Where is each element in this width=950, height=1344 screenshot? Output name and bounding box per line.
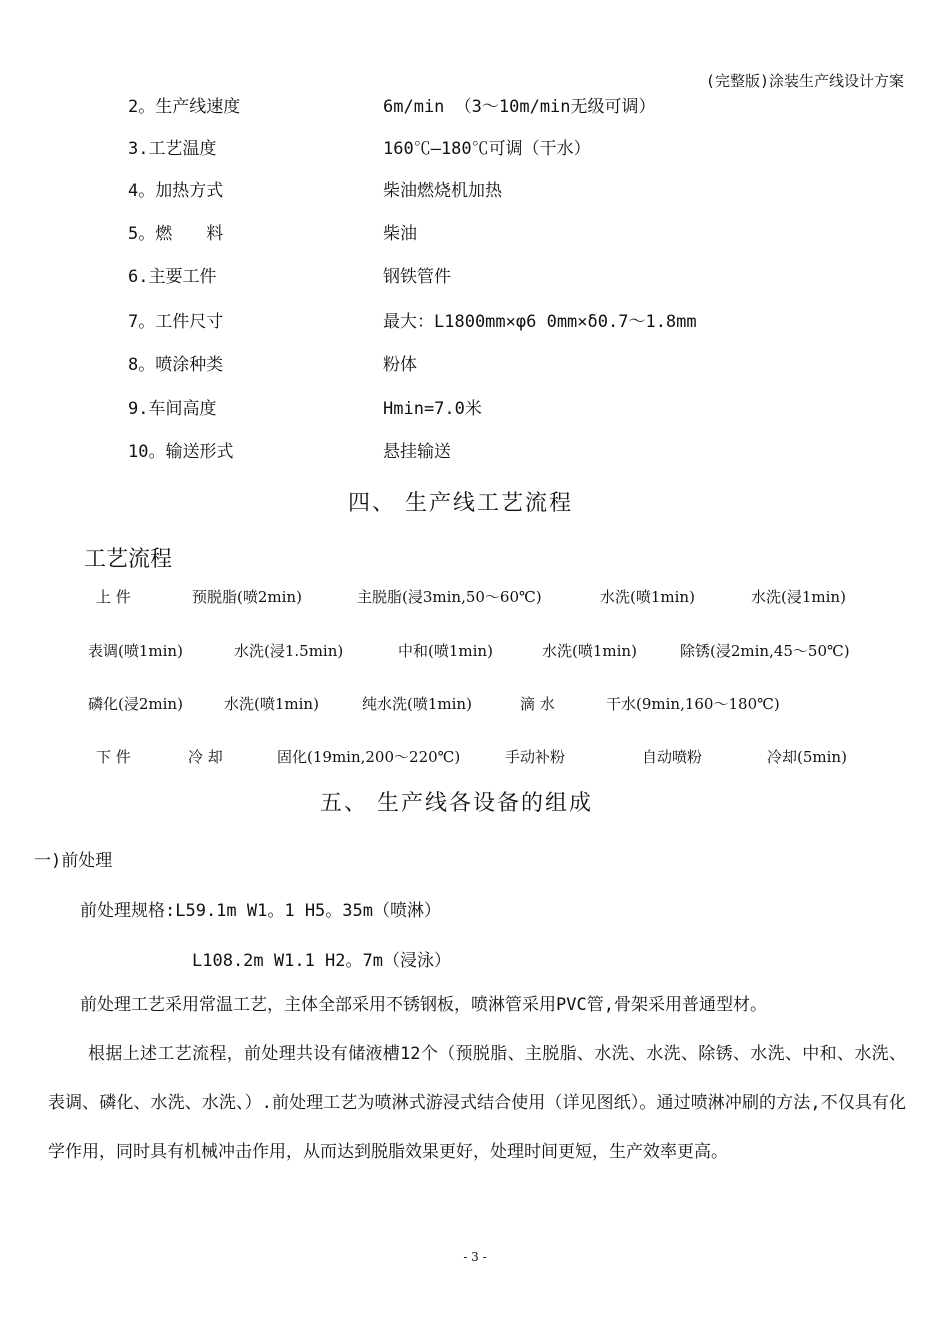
flow-step: 冷 却: [188, 748, 223, 766]
pretreatment-heading: 一)前处理: [34, 851, 113, 871]
flow-step: 表调(喷1min): [88, 642, 183, 660]
flow-step: 中和(喷1min): [398, 642, 493, 660]
spec-value-workpiece: 钢铁管件: [383, 267, 451, 287]
spec-label-process-temp: 3.工艺温度: [128, 139, 217, 159]
spec-value-process-temp: 160℃—180℃可调（干水）: [383, 139, 591, 159]
spec-value-coating-type: 粉体: [383, 355, 417, 375]
pretreatment-spec-spray: 前处理规格:L59.1m W1。1 H5。35m（喷淋）: [80, 901, 441, 921]
flow-step: 磷化(浸2min): [88, 695, 183, 713]
pretreatment-paragraph-2: 根据上述工艺流程，前处理共设有储液槽12个（预脱脂、主脱脂、水洗、水洗、除锈、水洗、中和、水洗、表调、磷化、水洗、水洗、）.前处理工艺为喷淋式游浸式结合使用（详见图纸）。通过喷淋冲刷的方法,不仅具有化学作用，同时具有机械冲击作用，从而达到脱脂效果更好，处理时间更短，生产效率更高。: [48, 1044, 906, 1162]
pretreatment-paragraph-1: 前处理工艺采用常温工艺，主体全部采用不锈钢板，喷淋管采用PVC管,骨架采用普通型材。: [80, 995, 767, 1015]
flow-step: 纯水洗(喷1min): [362, 695, 472, 713]
flow-step: 水洗(浸1min): [751, 588, 846, 606]
spec-label-workpiece-size: 7。工件尺寸: [128, 312, 224, 332]
spec-value-heating: 柴油燃烧机加热: [383, 181, 502, 201]
spec-label-line-speed: 2。生产线速度: [128, 97, 241, 117]
section-5-title: 五、 生产线各设备的组成: [320, 791, 593, 816]
spec-label-heating: 4。加热方式: [128, 181, 224, 201]
spec-value-conveyor: 悬挂输送: [383, 442, 451, 462]
flow-step: 除锈(浸2min,45～50℃): [680, 642, 850, 660]
flow-step: 上 件: [96, 588, 131, 606]
spec-label-fuel: 5。燃 料: [128, 224, 224, 244]
flow-step: 自动喷粉: [642, 748, 703, 766]
pretreatment-spec-dip: L108.2m W1.1 H2。7m（浸泳）: [192, 951, 451, 971]
flow-step: 手动补粉: [505, 748, 566, 766]
spec-value-fuel: 柴油: [383, 224, 417, 244]
flow-step: 冷却(5min): [767, 748, 847, 766]
section-4-title: 四、 生产线工艺流程: [348, 491, 573, 516]
flow-step: 主脱脂(浸3min,50～60℃): [357, 588, 542, 606]
spec-label-workshop-height: 9.车间高度: [128, 399, 217, 419]
document-header-title: (完整版)涂装生产线设计方案: [705, 72, 904, 90]
spec-value-workshop-height: Hmin=7.0米: [383, 399, 482, 419]
page-number: - 3 -: [463, 1250, 487, 1264]
spec-label-conveyor: 10。输送形式: [128, 442, 234, 462]
spec-label-coating-type: 8。喷涂种类: [128, 355, 224, 375]
flow-step: 干水(9min,160～180℃): [606, 695, 780, 713]
flow-step: 水洗(喷1min): [542, 642, 637, 660]
flow-step: 滴 水: [520, 695, 555, 713]
flow-step: 水洗(浸1.5min): [234, 642, 344, 660]
flow-step: 水洗(喷1min): [600, 588, 695, 606]
spec-label-workpiece: 6.主要工件: [128, 267, 217, 287]
flow-step: 固化(19min,200～220℃): [277, 748, 461, 766]
flow-step: 预脱脂(喷2min): [192, 588, 302, 606]
spec-value-line-speed: 6m/min （3～10m/min无级可调）: [383, 97, 656, 117]
flow-step: 下 件: [96, 748, 131, 766]
flow-title: 工艺流程: [84, 547, 173, 572]
flow-step: 水洗(喷1min): [224, 695, 319, 713]
spec-value-workpiece-size: 最大：L1800mm×φ6 0mm×δ0.7～1.8mm: [383, 312, 697, 332]
